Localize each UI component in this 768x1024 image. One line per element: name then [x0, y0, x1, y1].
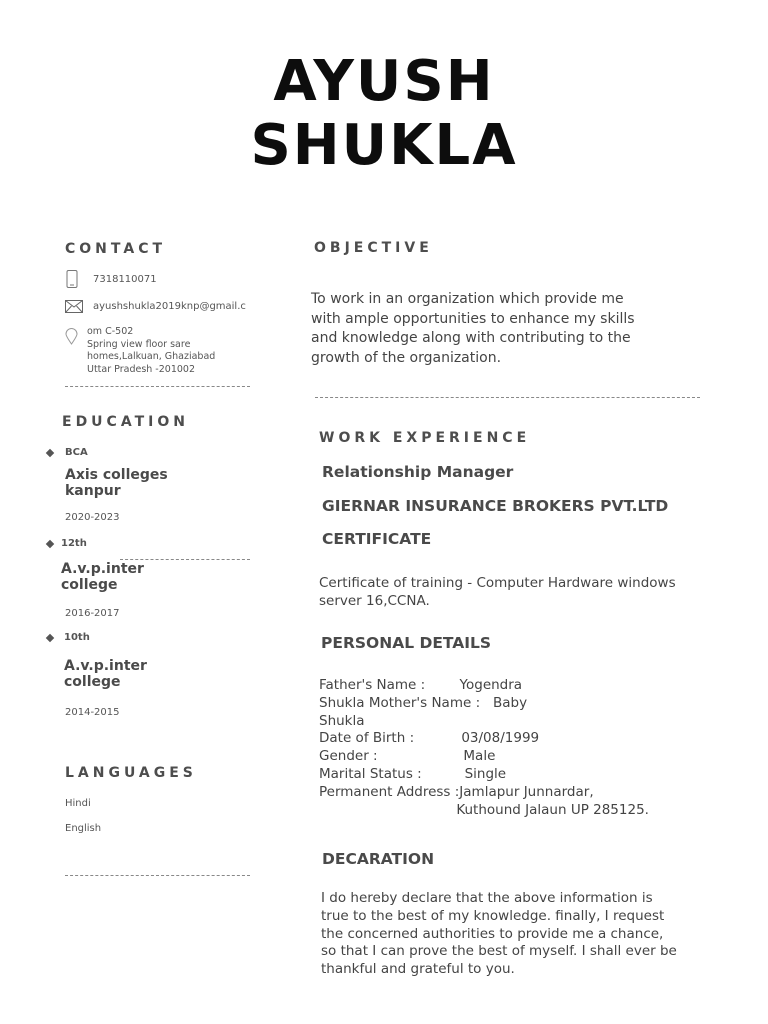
edu-school — [65, 467, 168, 499]
work-company: GIERNAR INSURANCE BROKERS PVT.LTD — [322, 497, 669, 515]
edu-degree: 12th — [61, 538, 87, 549]
certificate-text — [319, 575, 719, 611]
language-item: Hindi — [65, 798, 91, 809]
edu-school-line: kanpur — [65, 483, 121, 499]
personal-line: Shukla — [319, 712, 365, 729]
address-line: Uttar Pradesh -201002 — [87, 363, 195, 375]
personal-line: Gender : Male — [319, 748, 496, 765]
edu-school — [61, 561, 144, 593]
declaration-line: so that I can prove the best of myself. I shall ever be — [321, 943, 677, 960]
divider — [315, 397, 700, 398]
edu-years: 2016-2017 — [65, 608, 120, 619]
personal-line: Shukla Mother's Name : Baby — [319, 694, 528, 711]
objective-line: growth of the organization. — [311, 349, 502, 366]
bullet-icon — [46, 540, 54, 548]
declaration-line: the concerned authorities to provide me a chance, — [321, 925, 664, 942]
objective-line: with ample opportunities to enhance my skills — [311, 310, 635, 327]
declaration-line: I do hereby declare that the above information is — [321, 890, 653, 906]
contact-address — [87, 326, 215, 376]
edu-degree: 10th — [64, 632, 90, 643]
languages-title: LANGUAGES — [65, 765, 197, 781]
edu-degree: BCA — [65, 447, 88, 458]
edu-school-line: Axis colleges — [65, 467, 168, 483]
objective-title: OBJECTIVE — [314, 240, 433, 256]
divider — [65, 875, 250, 876]
personal-line: Kuthound Jalaun UP 285125. — [319, 801, 649, 818]
personal-line: Marital Status : Single — [319, 765, 507, 782]
objective-line: To work in an organization which provide me — [311, 291, 624, 307]
personal-line: Father's Name : Yogendra — [319, 677, 523, 693]
declaration-text — [321, 890, 741, 979]
declaration-line: true to the best of my knowledge. finally, I request — [321, 907, 665, 924]
bullet-icon — [46, 449, 54, 457]
certificate-line: server 16,CCNA. — [319, 592, 430, 609]
bullet-icon — [46, 634, 54, 642]
work-role: Relationship Manager — [322, 463, 514, 481]
objective-line: and knowledge along with contributing to the — [311, 330, 631, 346]
location-icon — [65, 328, 78, 345]
address-line: om C-502 — [87, 326, 134, 337]
contact-email: ayushshukla2019knp@gmail.c — [93, 301, 246, 312]
phone-icon — [66, 270, 78, 288]
contact-phone: 7318110071 — [93, 274, 157, 285]
personal-details — [319, 677, 739, 819]
contact-title: CONTACT — [65, 241, 167, 257]
divider — [120, 559, 250, 560]
edu-school — [64, 658, 147, 690]
education-title: EDUCATION — [62, 414, 189, 430]
edu-school-line: A.v.p.inter — [64, 658, 147, 674]
edu-school-line: A.v.p.inter — [61, 561, 144, 577]
address-line: Spring view floor sare — [87, 338, 191, 350]
language-item: English — [65, 823, 102, 834]
email-icon — [65, 300, 83, 313]
edu-school-line: college — [61, 577, 118, 593]
personal-title: PERSONAL DETAILS — [321, 634, 492, 652]
personal-line: Date of Birth : 03/08/1999 — [319, 730, 540, 747]
name-last: SHUKLA — [250, 113, 518, 178]
declaration-line: thankful and grateful to you. — [321, 961, 515, 978]
edu-years: 2014-2015 — [65, 707, 120, 718]
declaration-title: DECARATION — [322, 850, 435, 868]
certificate-line: Certificate of training - Computer Hardware windows — [319, 575, 676, 591]
edu-school-line: college — [64, 674, 121, 690]
address-line: homes,Lalkuan, Ghaziabad — [87, 351, 216, 362]
work-title: WORK EXPERIENCE — [319, 430, 531, 446]
edu-years: 2020-2023 — [65, 512, 120, 523]
divider — [65, 386, 250, 387]
certificate-title: CERTIFICATE — [322, 530, 432, 548]
objective-text — [311, 290, 711, 368]
personal-line: Permanent Address :Jamlapur Junnardar, — [319, 783, 594, 800]
name-first: AYUSH — [273, 49, 495, 114]
